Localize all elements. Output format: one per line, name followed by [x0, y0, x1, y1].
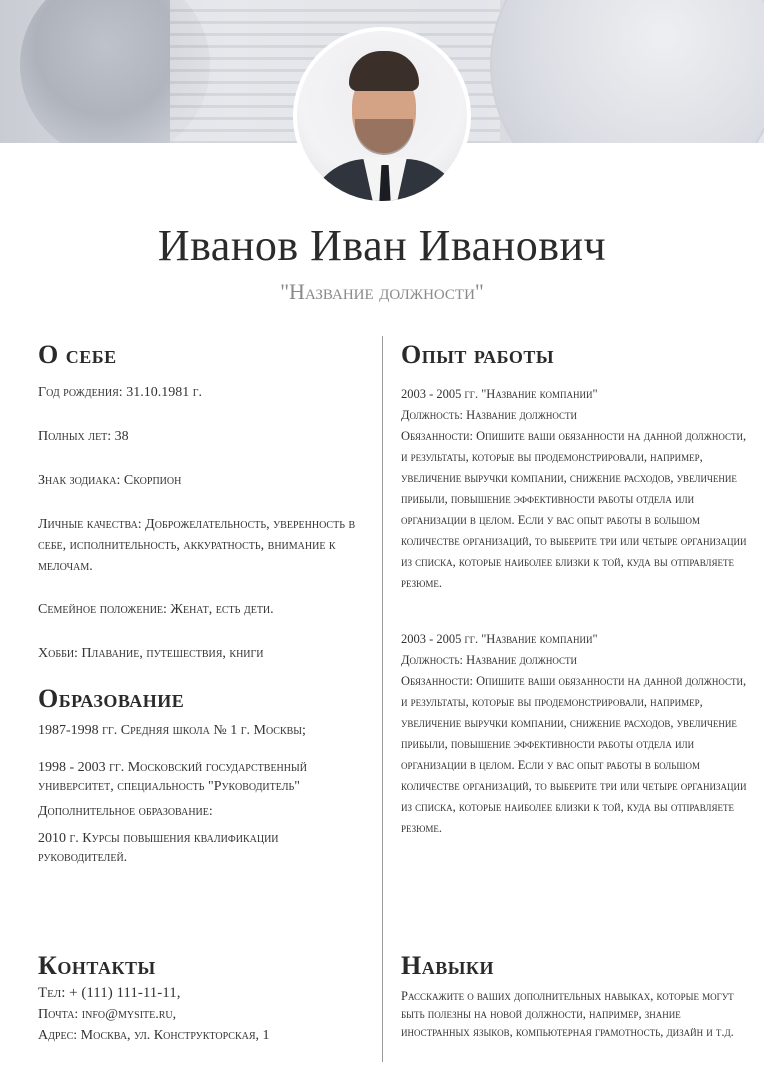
extra-education-label: Дополнительное образование: [38, 804, 213, 819]
profile-photo [293, 27, 471, 205]
right-column [401, 338, 751, 839]
education-university: 1998 - 2003 гг. Московский государственный университет, специальность "Руководитель" [38, 760, 307, 794]
zodiac: Знак зодиака: Скорпион [38, 473, 182, 488]
column-divider [382, 336, 383, 1062]
skills-text: Расскажите о ваших дополнительных навыках, которые могут быть полезны на новой должности, например, знание иностранных языков, компьютерная грамотность, дизайн и т.д. [401, 989, 734, 1039]
job-title: "Название должности" [280, 279, 484, 304]
experience-period: 2003 - 2005 гг. "Название компании" [401, 632, 598, 646]
contact-address: Адрес: Москва, ул. Конструкторская, 1 [38, 1028, 270, 1043]
experience-item [401, 384, 751, 594]
contacts-heading: Контакты [38, 951, 156, 980]
experience-position: Должность: Название должности [401, 653, 577, 667]
contact-phone: Тел: + (111) 111-11-11, [38, 985, 181, 1001]
skills-block [401, 949, 751, 1041]
birth-date: Год рождения: 31.10.1981 г. [38, 385, 202, 400]
experience-heading: Опыт работы [401, 340, 555, 369]
experience-duties: Обязанности: Опишите ваши обязанности на данной должности, и результаты, которые вы продемонстрировали, например, увеличение выручки компании, снижение расходов, увеличение прибыли, повышение эффективности работы отдела или организации в целом. Если у вас опыт работы в большом количестве организаций, то выберите три или четыре организации из списка, которые наиболее близки к той, куда вы отправляете резюме. [401, 674, 747, 835]
contact-email: Почта: info@mysite.ru, [38, 1007, 177, 1022]
family-status: Семейное положение: Женат, есть дети. [38, 602, 274, 617]
left-column [38, 338, 368, 867]
contacts-block [38, 949, 368, 1046]
age: Полных лет: 38 [38, 429, 129, 444]
experience-position: Должность: Название должности [401, 408, 577, 422]
experience-period: 2003 - 2005 гг. "Название компании" [401, 387, 598, 401]
hobby: Хобби: Плавание, путешествия, книги [38, 646, 264, 661]
experience-item [401, 629, 751, 839]
extra-education: 2010 г. Курсы повышения квалификации руководителей. [38, 831, 279, 865]
full-name: Иванов Иван Иванович [157, 221, 607, 270]
education-heading: Образование [38, 684, 185, 713]
photo-hair [349, 51, 419, 91]
experience-duties: Обязанности: Опишите ваши обязанности на данной должности, и результаты, которые вы продемонстрировали, например, увеличение выручки компании, снижение расходов, увеличение прибыли, повышение эффективности работы отдела или организации в целом. Если у вас опыт работы в большом количестве организаций, то выберите три или четыре организации из списка, которые наиболее близки к той, куда вы отправляете резюме. [401, 429, 747, 590]
skills-heading: Навыки [401, 951, 494, 980]
personal-qualities: Личные качества: Доброжелательность, уверенность в себе, исполнительность, аккуратность, внимание к мелочам. [38, 517, 356, 574]
education-school: 1987-1998 гг. Средняя школа № 1 г. Москвы; [38, 723, 306, 738]
photo-beard [355, 119, 413, 155]
globe-image [490, 0, 764, 143]
about-heading: О себе [38, 340, 117, 369]
